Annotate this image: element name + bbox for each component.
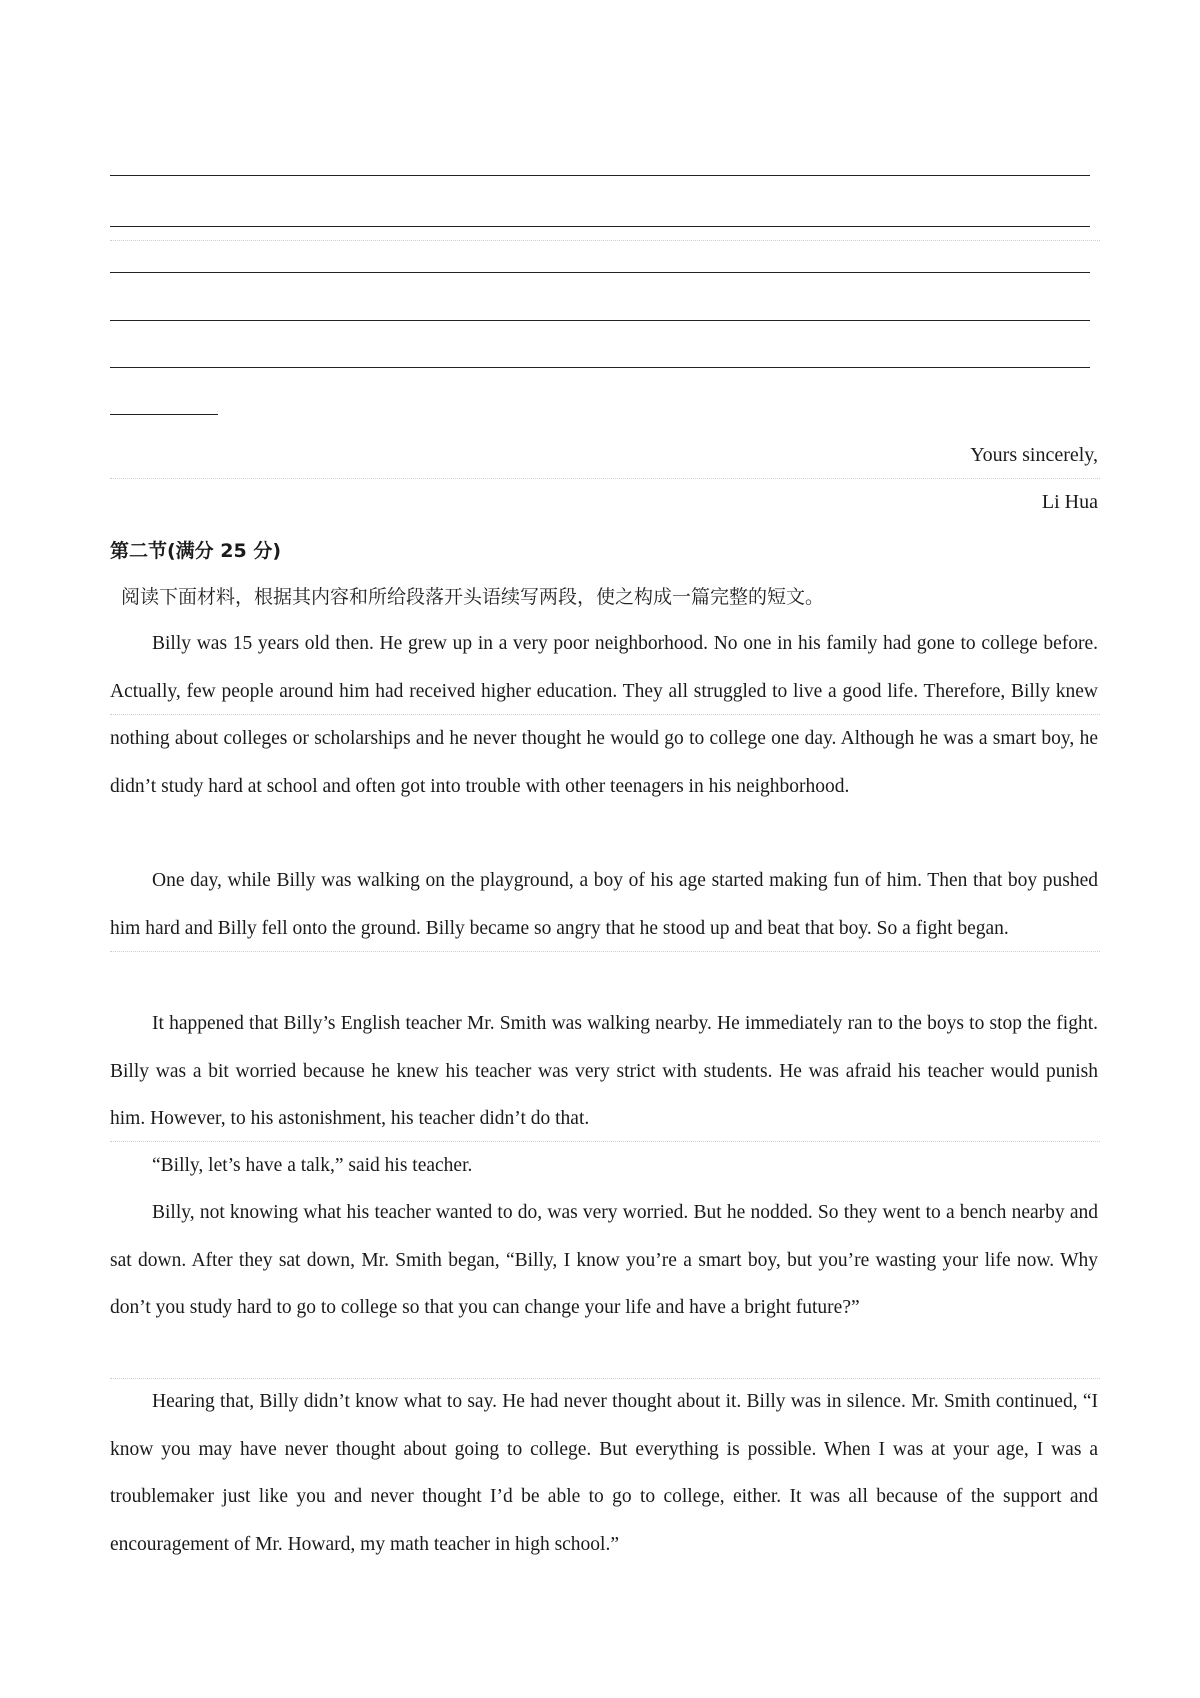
story-paragraph: Billy was 15 years old then. He grew up in a very poor neighborhood. No one in his family had gone to college before. Actually, few people around him had received higher education. They all struggled to live a good life. Therefore, Billy knew nothing about colleges or scholarships and he never thought he would go to college one day. Although he was a smart boy, he didn’t study hard at school and often got into trouble with other teenagers in his neighborhood. — [110, 633, 1098, 797]
story-paragraph: Billy, not knowing what his teacher wanted to do, was very worried. But he nodded. So they went to a bench nearby and sat down. After they sat down, Mr. Smith began, “Billy, I know you’re a smart boy, but you’re wasting your life now. Why don’t you study hard to go to college so that you can change your life and have a bright future?” — [110, 1202, 1098, 1318]
answer-line[interactable] — [110, 175, 1090, 176]
story-paragraph: It happened that Billy’s English teacher Mr. Smith was walking nearby. He immediately ran to the boys to stop the fight. Billy was a bit worried because he knew his teacher was very strict with students. He was afraid his teacher would punish him. However, to his astonishment, his teacher didn’t do that. — [110, 1013, 1098, 1129]
section-instruction: 阅读下面材料，根据其内容和所给段落开头语续写两段，使之构成一篇完整的短文。 — [121, 586, 825, 608]
answer-line-short[interactable] — [110, 414, 218, 415]
answer-line[interactable] — [110, 226, 1090, 227]
story-paragraph: One day, while Billy was walking on the playground, a boy of his age started making fun of him. Then that boy pushed him hard and Billy fell onto the ground. Billy became so angry that he stood up and beat that boy. So a fight began. — [110, 870, 1098, 939]
answer-line[interactable] — [110, 320, 1090, 321]
separator — [110, 478, 1100, 479]
letter-signature: Li Hua — [1041, 491, 1098, 513]
letter-closing: Yours sincerely, — [970, 444, 1098, 466]
answer-line[interactable] — [110, 272, 1090, 273]
story-paragraph: Hearing that, Billy didn’t know what to say. He had never thought about it. Billy was in silence. Mr. Smith continued, “I know you may have never thought about going to college. But everything is possible. When I was at your age, I was a troublemaker just like you and never thought I’d be able to go to college, either. It was all because of the support and encouragement of Mr. Howard, my math teacher in high school.” — [110, 1391, 1098, 1555]
answer-line[interactable] — [110, 367, 1090, 368]
story-paragraph: “Billy, let’s have a talk,” said his teacher. — [152, 1155, 473, 1176]
section-heading: 第二节(满分 25 分) — [110, 540, 282, 562]
separator — [110, 240, 1100, 241]
